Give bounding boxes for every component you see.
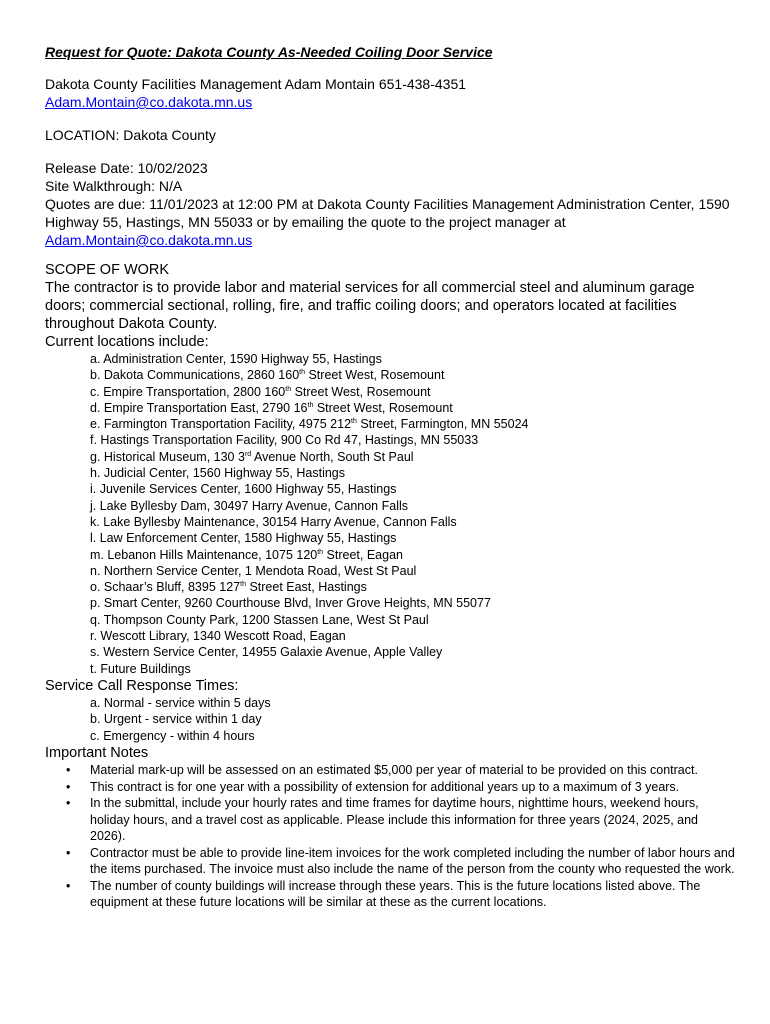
notes-list bbox=[45, 762, 735, 911]
location-item: k. Lake Byllesby Maintenance, 30154 Harry Avenue, Cannon Falls bbox=[90, 514, 457, 529]
location-item: p. Smart Center, 9260 Courthouse Blvd, Inver Grove Heights, MN 55077 bbox=[90, 596, 491, 611]
release-date: Release Date: 10/02/2023 bbox=[45, 160, 208, 176]
location-item: o. Schaar’s Bluff, 8395 127th Street East, Hastings bbox=[90, 580, 367, 595]
quotes-email-link[interactable]: Adam.Montain@co.dakota.mn.us bbox=[45, 232, 253, 248]
bullet-icon: • bbox=[66, 763, 71, 778]
locations-list bbox=[90, 351, 735, 677]
location-line: LOCATION: Dakota County bbox=[45, 127, 216, 143]
note-item: • The number of county buildings will increase through these years. This is the future locations listed above. The equipment at these future locations will be similar at these as the current locations. bbox=[66, 878, 701, 910]
locations-heading: Current locations include: bbox=[45, 334, 209, 350]
location-item: j. Lake Byllesby Dam, 30497 Harry Avenue, Cannon Falls bbox=[90, 498, 408, 513]
location-item: c. Empire Transportation, 2800 160th Street West, Rosemount bbox=[90, 384, 431, 399]
location-item: g. Historical Museum, 130 3rd Avenue North, South St Paul bbox=[90, 449, 414, 464]
note-item: • This contract is for one year with a possibility of extension for additional years up to a maximum of 3 years. bbox=[66, 779, 680, 794]
bullet-icon: • bbox=[66, 845, 71, 860]
scope-text: The contractor is to provide labor and material services for all commercial steel and aluminum garage doors; commercial sectional, rolling, fire, and traffic coiling doors; and operators located at facilities throughout Dakota County. bbox=[45, 280, 695, 332]
note-item: • In the submittal, include your hourly rates and time frames for daytime hours, nighttime hours, weekend hours, holiday hours, and a travel cost as applicable. Please include this information for three years (2024, 2025, and 2026). bbox=[66, 796, 699, 844]
contact-line: Dakota County Facilities Management Adam Montain 651-438-4351 bbox=[45, 76, 467, 92]
location-item: f. Hastings Transportation Facility, 900 Co Rd 47, Hastings, MN 55033 bbox=[90, 433, 479, 448]
scope-heading: SCOPE OF WORK bbox=[45, 262, 170, 278]
location-item: a. Administration Center, 1590 Highway 55, Hastings bbox=[90, 352, 382, 366]
note-item: • Contractor must be able to provide line-item invoices for the work completed including the number of labor hours and the items purchased. The invoice must also include the name of the person from the county who requested the work. bbox=[66, 845, 735, 877]
location-item: s. Western Service Center, 14955 Galaxie Avenue, Apple Valley bbox=[90, 645, 443, 660]
contact-email-link[interactable]: Adam.Montain@co.dakota.mn.us bbox=[45, 94, 253, 110]
location-item: r. Wescott Library, 1340 Wescott Road, Eagan bbox=[90, 629, 346, 644]
location-item: e. Farmington Transportation Facility, 4975 212th Street, Farmington, MN 55024 bbox=[90, 417, 529, 432]
location-item: d. Empire Transportation East, 2790 16th Street West, Rosemount bbox=[90, 400, 453, 415]
location-item: l. Law Enforcement Center, 1580 Highway 55, Hastings bbox=[90, 531, 397, 546]
response-item: a. Normal - service within 5 days bbox=[90, 695, 271, 710]
response-item: b. Urgent - service within 1 day bbox=[90, 712, 262, 727]
bullet-icon: • bbox=[66, 779, 71, 794]
location-item: h. Judicial Center, 1560 Highway 55, Hastings bbox=[90, 466, 346, 481]
document-page bbox=[45, 44, 735, 911]
location-item: m. Lebanon Hills Maintenance, 1075 120th Street, Eagan bbox=[90, 547, 403, 562]
bullet-icon: • bbox=[66, 878, 71, 893]
location-item: b. Dakota Communications, 2860 160th Street West, Rosemount bbox=[90, 368, 445, 383]
location-item: n. Northern Service Center, 1 Mendota Road, West St Paul bbox=[90, 563, 417, 578]
quotes-due: Quotes are due: 11/01/2023 at 12:00 PM at Dakota County Facilities Management Administration Center, 1590 Highway 55, Hastings, MN 55033 or by emailing the quote to the project manager at bbox=[45, 196, 730, 230]
response-list bbox=[90, 695, 735, 745]
site-walkthrough: Site Walkthrough: N/A bbox=[45, 178, 183, 194]
note-item: • Material mark-up will be assessed on an estimated $5,000 per year of material to be provided on this contract. bbox=[66, 763, 698, 778]
response-item: c. Emergency - within 4 hours bbox=[90, 728, 255, 743]
response-heading: Service Call Response Times: bbox=[45, 677, 239, 694]
notes-heading: Important Notes bbox=[45, 745, 149, 762]
location-item: i. Juvenile Services Center, 1600 Highway 55, Hastings bbox=[90, 482, 397, 497]
bullet-icon: • bbox=[66, 796, 71, 811]
location-item: q. Thompson County Park, 1200 Stassen Lane, West St Paul bbox=[90, 612, 429, 627]
location-item: t. Future Buildings bbox=[90, 661, 191, 676]
document-title: Request for Quote: Dakota County As-Needed Coiling Door Service bbox=[45, 44, 493, 60]
